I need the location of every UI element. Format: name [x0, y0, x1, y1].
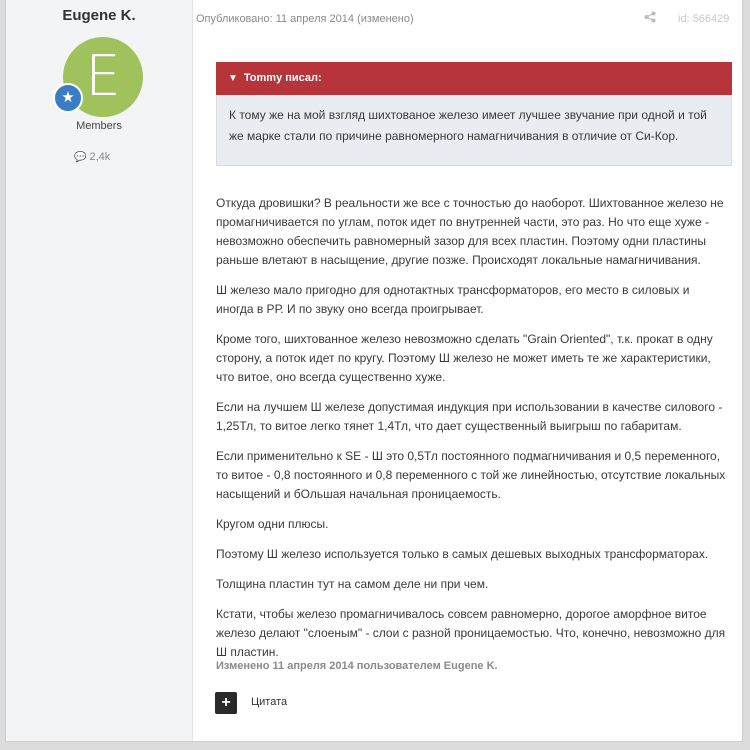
paragraph: Кругом одни плюсы.: [216, 517, 329, 531]
post-content: [216, 194, 728, 673]
share-icon[interactable]: [644, 11, 656, 26]
avatar[interactable]: E: [63, 37, 143, 117]
plus-icon[interactable]: +: [215, 692, 237, 714]
post-count-value: 2,4k: [89, 151, 111, 163]
edited-note: Изменено 11 апреля 2014 пользователем Eugene K.: [216, 660, 498, 672]
quote-text: К тому же на мой взгляд шихтованое железо имеет лучшее звучание при одной и той же марке стали по причине равномерного намагничивания в отличие от Си-Кор.: [216, 95, 732, 166]
member-group: Members: [76, 120, 122, 132]
paragraph: Если на лучшем Ш железе допустимая индукция при использовании в качестве силового - 1,25Тл, то витое легко тянет 1,4Тл, что дает существенный выигрыш по габаритам.: [216, 400, 723, 433]
author-name[interactable]: Eugene K.: [62, 7, 136, 24]
quote-button[interactable]: Цитата: [251, 696, 288, 708]
quote-header[interactable]: [216, 62, 732, 95]
post-count: [74, 151, 110, 163]
paragraph: Если применительно к SE - Ш это 0,5Тл постоянного подмагничивания и 0,5 переменного, то витое - 0,8 постоянного и 0,8 переменного с той же линейностью, отсутствие локальных насыщений и бОльшая начальная проницаемость.: [216, 449, 726, 501]
paragraph: Толщина пластин тут на самом деле ни при чем.: [216, 577, 489, 591]
star-icon: ★: [53, 83, 83, 113]
quote-author: Tommy писал:: [243, 72, 322, 84]
chevron-down-icon[interactable]: ▼: [228, 73, 238, 84]
quote-block: [216, 62, 732, 166]
comment-icon: 💬: [74, 152, 87, 163]
post-meta[interactable]: Опубликовано: 11 апреля 2014 (изменено): [196, 13, 414, 25]
post-id[interactable]: id: 566429: [678, 13, 730, 25]
paragraph: Кроме того, шихтованное железо невозможно сделать "Grain Oriented", т.к. прокат в одну сторону, а поток идет по кругу. Поэтому Ш железо не может иметь те же характеристики, что витое, оно всегда существенно хуже.: [216, 332, 713, 384]
paragraph: Кстати, чтобы железо промагничивалось совсем равномерно, дорогое аморфное витое железо делают "слоеным" - слои с разной проницаемостью. Что, конечно, невозможно для Ш пластин.: [216, 607, 726, 659]
paragraph: Ш железо мало пригодно для однотактных трансформаторов, его место в силовых и иногда в РР. И по звуку оно всегда проигрывает.: [216, 283, 690, 316]
paragraph: Откуда дровишки? В реальности же все с точностью до наоборот. Шихтованное железо не промагничивается по углам, поток идет по внутренней части, это раз. Но что еще хуже - невозможно обеспечить равномерный зазор для всех пластин. Поэтому одни пластины раньше влетают в насыщение, другие позже. Происходят локальные намагничивания.: [216, 196, 724, 267]
paragraph: Поэтому Ш железо используется только в самых дешевых выходных трансформаторах.: [216, 547, 709, 561]
author-panel: [6, 0, 193, 741]
